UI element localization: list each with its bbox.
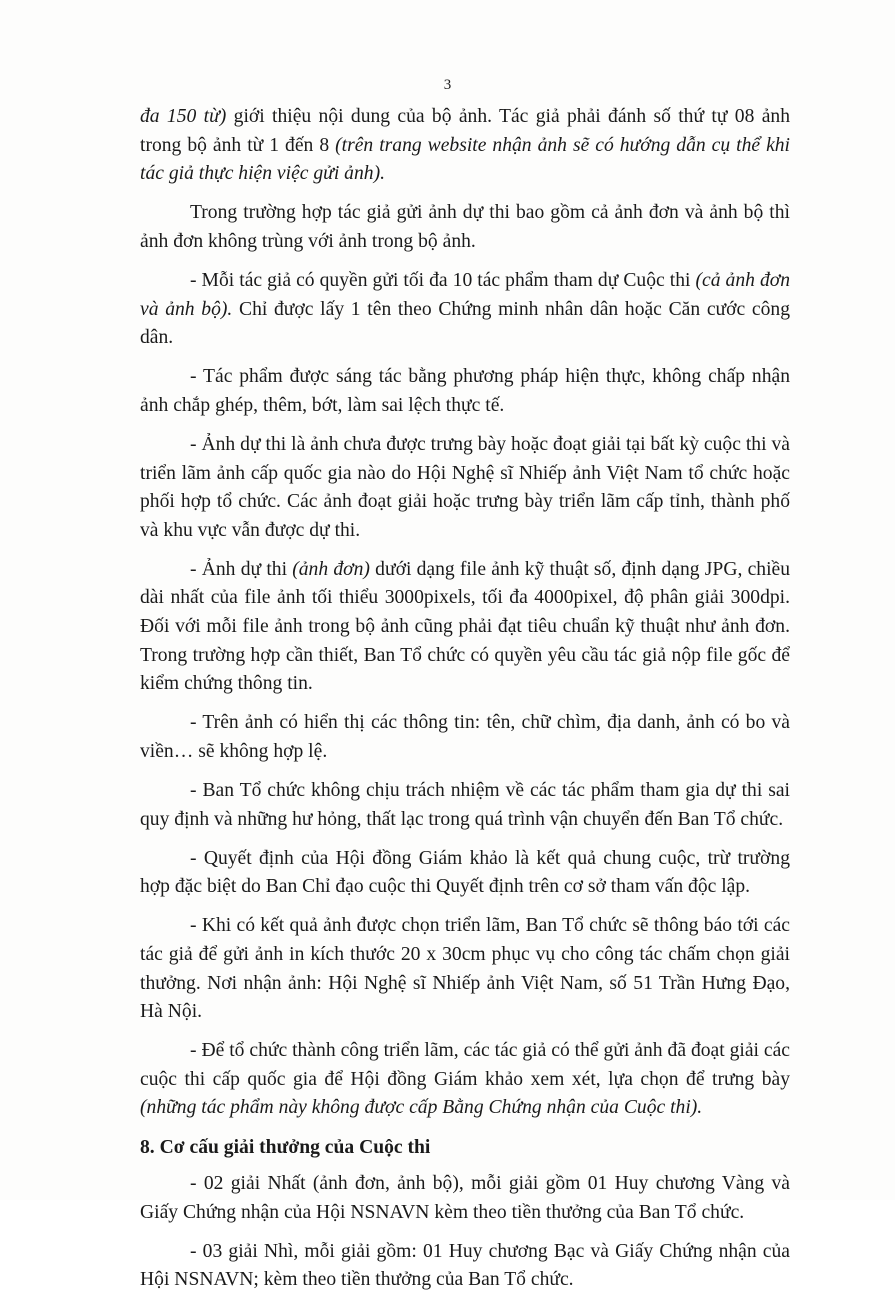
- paragraph-2: Trong trường hợp tác giả gửi ảnh dự thi bao gồm cả ảnh đơn và ảnh bộ thì ảnh đơn không trùng với ảnh trong bộ ảnh.: [140, 202, 790, 252]
- paragraph-1-italic-start: đa 150 từ): [140, 106, 227, 127]
- paragraph-3: [140, 267, 790, 353]
- paragraph-3-italic: (cả ảnh đơn và ảnh bộ).: [140, 269, 790, 320]
- paragraph-7: - Trên ảnh có hiển thị các thông tin: tên, chữ chìm, địa danh, ảnh có bo và viền… sẽ không hợp lệ.: [140, 712, 790, 762]
- paragraph-1-text: giới thiệu nội dung của bộ ảnh. Tác giả phải đánh số thứ tự 08 ảnh trong bộ ảnh từ 1 đến 8: [140, 106, 791, 156]
- paragraph-6-text-end: dưới dạng file ảnh kỹ thuật số, định dạng JPG, chiều dài nhất của file ảnh tối thiểu 3000pixels, tối đa 4000pixel, độ phân giải 300dpi. Đối với mỗi file ảnh trong bộ ảnh cũng phải đạt tiêu chuẩn kỹ thuật như ảnh đơn. Trong trường hợp cần thiết, Ban Tổ chức có quyền yêu cầu tác giả nộp file gốc để kiểm chứng thông tin.: [140, 558, 791, 695]
- paragraph-11-text: - Để tổ chức thành công triển lãm, các tác giả có thể gửi ảnh đã đoạt giải các cuộc thi cấp quốc gia để Hội đồng Giám khảo xem xét, lựa chọn để trưng bày: [140, 1040, 790, 1090]
- paragraph-4: - Tác phẩm được sáng tác bằng phương pháp hiện thực, không chấp nhận ảnh chắp ghép, thêm, bớt, làm sai lệch thực tế.: [140, 366, 790, 416]
- paragraph-10: - Khi có kết quả ảnh được chọn triển lãm, Ban Tổ chức sẽ thông báo tới các tác giả để gửi ảnh in kích thước 20 x 30cm phục vụ cho công tác chấm chọn giải thưởng. Nơi nhận ảnh: Hội Nghệ sĩ Nhiếp ảnh Việt Nam, số 51 Trần Hưng Đạo, Hà Nội.: [140, 915, 790, 1023]
- page-number: 3: [443, 77, 452, 93]
- paragraph-6-italic: (ảnh đơn): [292, 558, 370, 580]
- section-heading: 8. Cơ cấu giải thưởng của Cuộc thi: [140, 1136, 431, 1158]
- paragraph-8: - Ban Tổ chức không chịu trách nhiệm về các tác phẩm tham gia dự thi sai quy định và những hư hỏng, thất lạc trong quá trình vận chuyển đến Ban Tổ chức.: [140, 779, 790, 830]
- prize-paragraph-2: - 03 giải Nhì, mỗi giải gồm: 01 Huy chương Bạc và Giấy Chứng nhận của Hội NSNAVN; kèm theo tiền thưởng của Ban Tổ chức.: [140, 1240, 790, 1291]
- paragraph-3-text-end: Chỉ được lấy 1 tên theo Chứng minh nhân dân hoặc Căn cước công dân.: [140, 298, 790, 349]
- paragraph-5: - Ảnh dự thi là ảnh chưa được trưng bày hoặc đoạt giải tại bất kỳ cuộc thi và triển lãm ảnh cấp quốc gia nào do Hội Nghệ sĩ Nhiếp ảnh Việt Nam tổ chức hoặc phối hợp tổ chức. Các ảnh đoạt giải hoặc trưng bày triển lãm cấp tỉnh, thành phố và khu vực vẫn được dự thi.: [140, 433, 790, 541]
- paragraph-11-italic: (những tác phẩm này không được cấp Bằng Chứng nhận của Cuộc thi).: [140, 1097, 703, 1119]
- paragraph-1-italic-end: (trên trang website nhận ảnh sẽ có hướng dẫn cụ thể khi tác giả thực hiện việc gửi ảnh).: [140, 134, 791, 185]
- paragraph-11: [140, 1037, 790, 1123]
- paragraph-9: - Quyết định của Hội đồng Giám khảo là kết quả chung cuộc, trừ trường hợp đặc biệt do Ban Chỉ đạo cuộc thi Quyết định trên cơ sở tham vấn độc lập.: [140, 847, 790, 898]
- document-body: [140, 103, 790, 1305]
- paragraph-1: [140, 103, 790, 189]
- paragraph-6: [140, 556, 790, 699]
- paragraph-6-text: - Ảnh dự thi: [190, 558, 293, 580]
- prize-paragraph-1: - 02 giải Nhất (ảnh đơn, ảnh bộ), mỗi giải gồm 01 Huy chương Vàng và Giấy Chứng nhận của Hội NSNAVN kèm theo tiền thưởng của Ban Tổ chức.: [140, 1173, 790, 1223]
- paragraph-3-text: - Mỗi tác giả có quyền gửi tối đa 10 tác phẩm tham dự Cuộc thi: [190, 269, 696, 291]
